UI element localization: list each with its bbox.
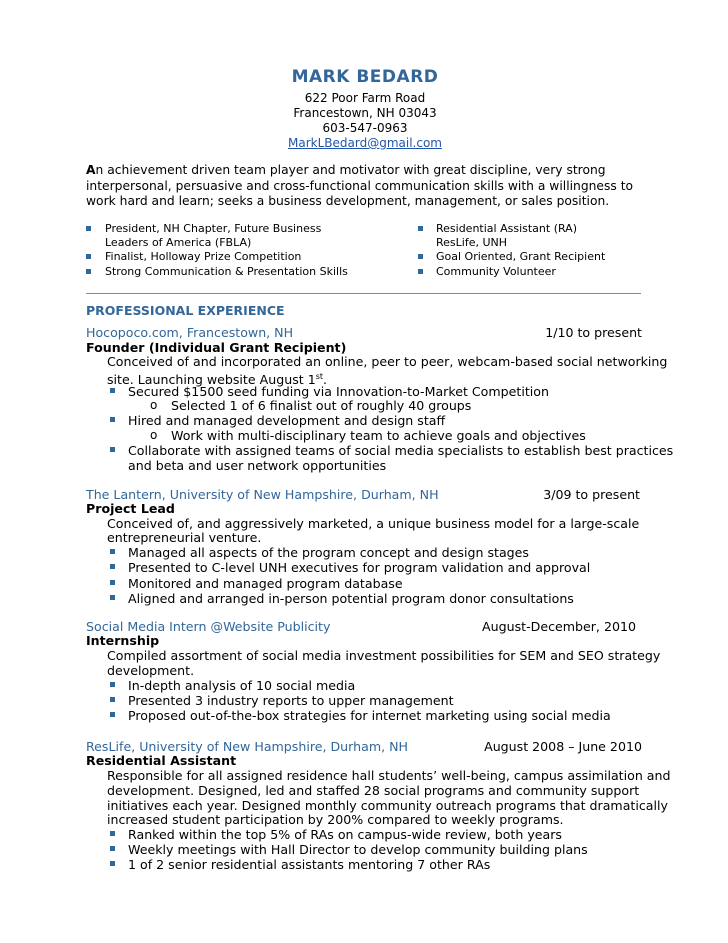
job-desc-line: entrepreneurial venture. [107, 530, 262, 545]
highlight-left-3: Strong Communication & Presentation Skills [105, 265, 348, 278]
job-bullet: Hired and managed development and design staff [128, 413, 446, 428]
job-bullet: Weekly meetings with Hall Director to develop community building plans [128, 842, 588, 857]
job-bullet-cont: and beta and user network opportunities [128, 458, 387, 473]
bullet-icon [110, 564, 115, 569]
section-divider [86, 293, 641, 294]
bullet-icon [110, 846, 115, 851]
bullet-icon [110, 447, 115, 452]
job-org: The Lantern, University of New Hampshire, Durham, NH [86, 487, 439, 502]
job-bullet: Proposed out-of-the-box strategies for internet marketing using social media [128, 708, 611, 723]
job-bullet: Managed all aspects of the program concept and design stages [128, 545, 529, 560]
sub-bullet-icon: o [150, 398, 158, 412]
job-bullet: Aligned and arranged in-person potential program donor consultations [128, 591, 574, 606]
bullet-icon [86, 269, 91, 274]
job-dates: August-December, 2010 [482, 619, 636, 634]
phone-number: 603-547-0963 [322, 121, 408, 135]
bullet-icon [110, 595, 115, 600]
job-title: Internship [86, 633, 160, 648]
summary-text: n achievement driven team player and motivator with great discipline, very strong interpersonal, persuasive and cross-functional communication skills with a willingness to work hard and learn; seeks a business development, management, or sales position. [86, 163, 634, 208]
job-desc-line: Responsible for all assigned residence hall students’ well-being, campus assimilation and [107, 768, 671, 783]
job-bullet: Secured $1500 seed funding via Innovation-to-Market Competition [128, 384, 549, 399]
city-address: Francestown, NH 03043 [293, 106, 437, 120]
bullet-icon [418, 254, 423, 259]
job-sub-bullet: Selected 1 of 6 finalist out of roughly 40 groups [171, 398, 472, 413]
bullet-icon [110, 682, 115, 687]
highlight-right-1b: ResLife, UNH [436, 236, 508, 249]
summary-first-letter: A [86, 163, 96, 177]
resume-name: MARK BEDARD [291, 67, 439, 87]
job-desc-line: development. [107, 663, 195, 678]
highlight-left-1: President, NH Chapter, Future Business [105, 222, 322, 235]
job-sub-bullet: Work with multi-disciplinary team to achieve goals and objectives [171, 428, 586, 443]
bullet-icon [110, 697, 115, 702]
job-desc-line: initiatives each year. Designed monthly community outreach programs that dramatically [107, 798, 668, 813]
job-bullet: Monitored and managed program database [128, 576, 403, 591]
bullet-icon [110, 831, 115, 836]
bullet-icon [110, 417, 115, 422]
bullet-icon [110, 580, 115, 585]
job-bullet: Ranked within the top 5% of RAs on campus-wide review, both years [128, 827, 562, 842]
section-title: PROFESSIONAL EXPERIENCE [86, 303, 285, 318]
highlight-right-3: Community Volunteer [436, 265, 556, 278]
email-link[interactable]: MarkLBedard@gmail.com [288, 136, 442, 150]
bullet-icon [110, 861, 115, 866]
bullet-icon [86, 254, 91, 259]
bullet-icon [418, 226, 423, 231]
job-title: Project Lead [86, 501, 175, 516]
job-desc-line: development. Designed, led and staffed 28 social programs and community support [107, 783, 640, 798]
job-bullet: Presented to C-level UNH executives for program validation and approval [128, 560, 591, 575]
job-desc-line: site. Launching website August 1st. [107, 372, 328, 388]
job-desc-line: Compiled assortment of social media investment possibilities for SEM and SEO strategy [107, 648, 661, 663]
bullet-icon [110, 712, 115, 717]
summary-paragraph [86, 163, 646, 210]
job-bullet: In-depth analysis of 10 social media [128, 678, 356, 693]
job-bullet: Presented 3 industry reports to upper management [128, 693, 454, 708]
sub-bullet-icon: o [150, 428, 158, 442]
job-desc-line: Conceived of, and aggressively marketed, a unique business model for a large-scale [107, 516, 640, 531]
highlight-left-2: Finalist, Holloway Prize Competition [105, 250, 302, 263]
bullet-icon [86, 226, 91, 231]
highlight-left-1b: Leaders of America (FBLA) [105, 236, 252, 249]
job-title: Residential Assistant [86, 753, 237, 768]
job-dates: August 2008 – June 2010 [484, 739, 642, 754]
job-dates: 1/10 to present [545, 325, 642, 340]
job-bullet: Collaborate with assigned teams of social media specialists to establish best practices [128, 443, 674, 458]
bullet-icon [110, 549, 115, 554]
job-dates: 3/09 to present [543, 487, 640, 502]
highlight-right-1: Residential Assistant (RA) [436, 222, 578, 235]
bullet-icon [110, 388, 115, 393]
job-desc-line: increased student participation by 200% compared to weekly programs. [107, 812, 564, 827]
street-address: 622 Poor Farm Road [304, 91, 426, 105]
job-org: Hocopoco.com, Francestown, NH [86, 325, 294, 340]
job-bullet: 1 of 2 senior residential assistants mentoring 7 other RAs [128, 857, 491, 872]
bullet-icon [418, 269, 423, 274]
job-desc-line: Conceived of and incorporated an online, peer to peer, webcam-based social networking [107, 354, 668, 369]
job-org: Social Media Intern @Website Publicity [86, 619, 331, 634]
job-title: Founder (Individual Grant Recipient) [86, 340, 347, 355]
highlight-right-2: Goal Oriented, Grant Recipient [436, 250, 606, 263]
job-org: ResLife, University of New Hampshire, Durham, NH [86, 739, 408, 754]
